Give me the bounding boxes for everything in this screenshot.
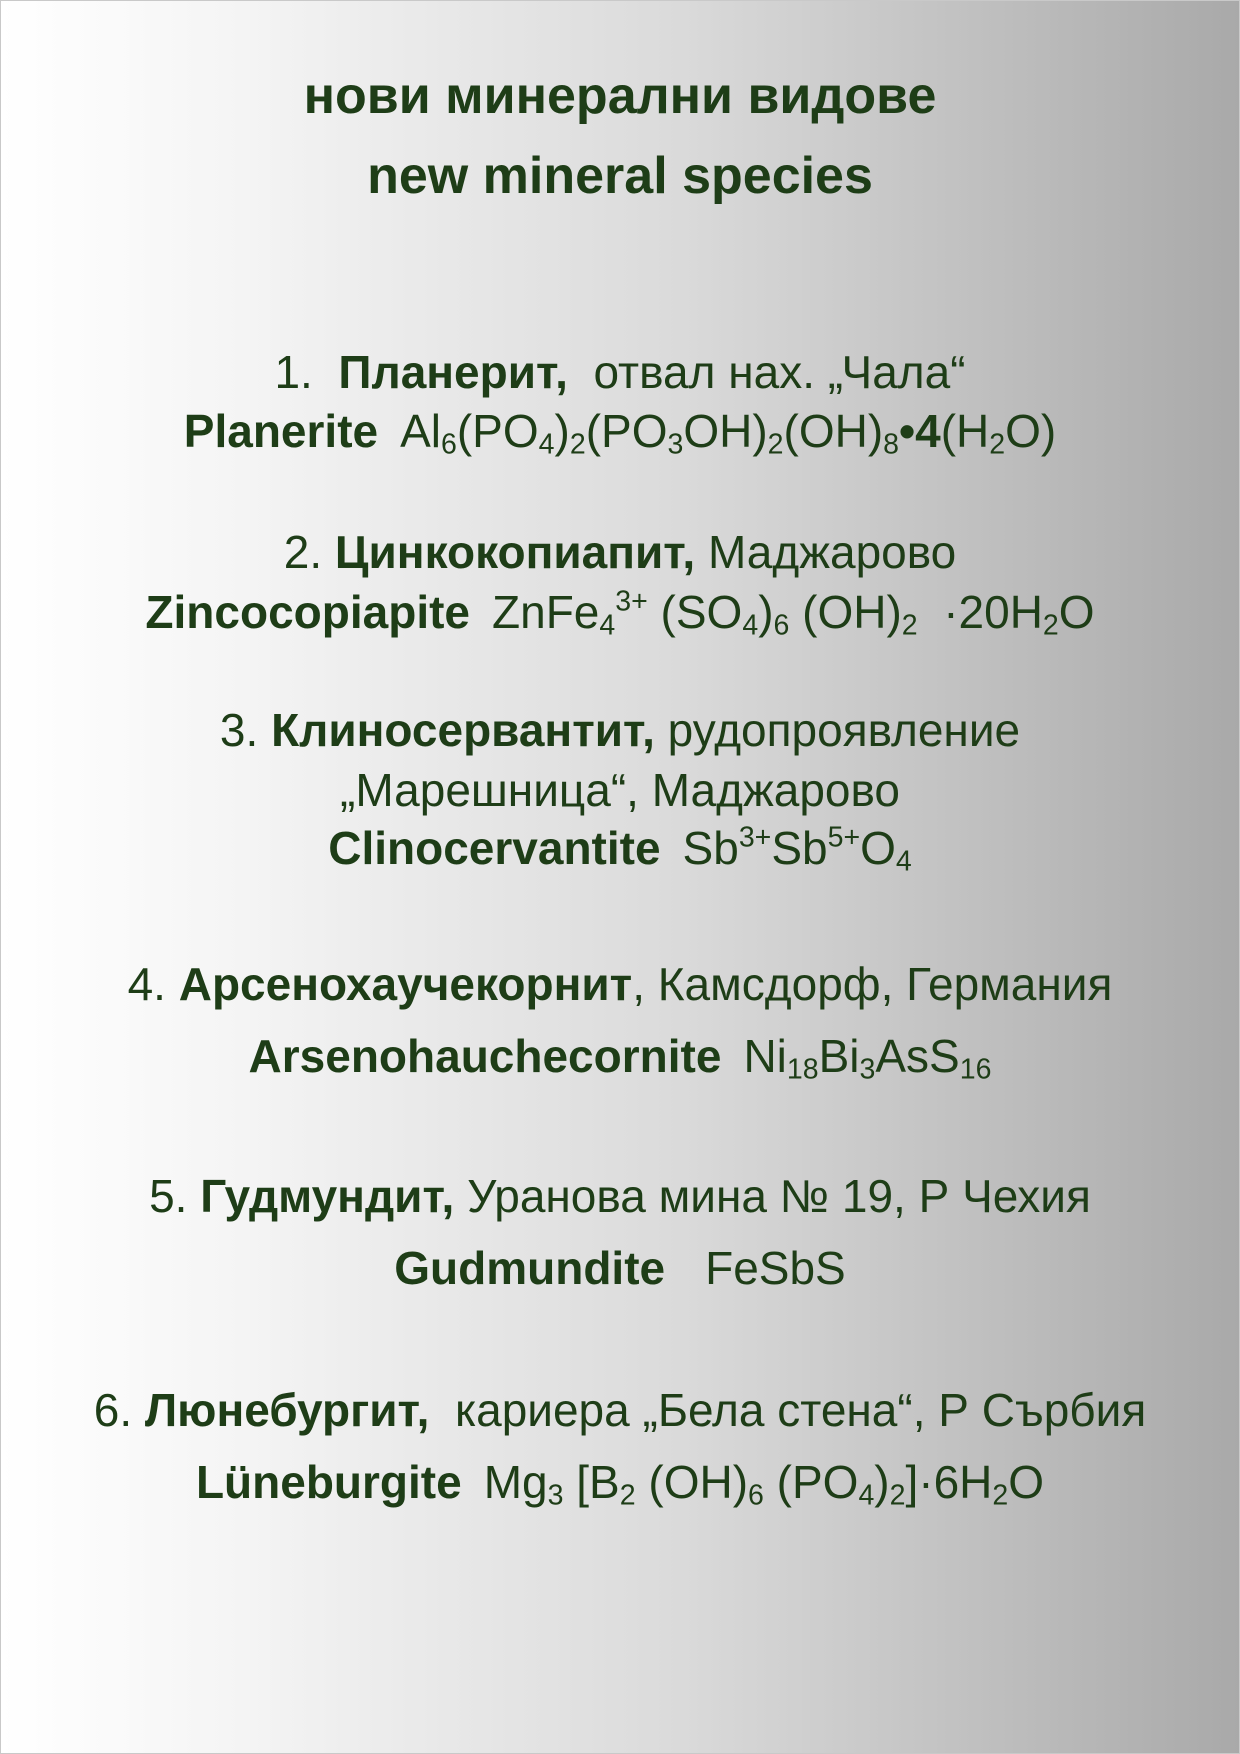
mineral-3-name-en: Clinocervantite: [328, 822, 661, 874]
mineral-4-heading: [0, 956, 1240, 1012]
mineral-1-species: [0, 403, 1240, 459]
mineral-4-species: [0, 1028, 1240, 1084]
title-bulgarian: нови минерални видове: [303, 67, 937, 125]
mineral-3-locality: рудопроявление: [667, 704, 1021, 756]
mineral-6-name-en: Lüneburgite: [195, 1456, 462, 1508]
mineral-6-formula: $Mg_3$ [$B_2$ $(OH)_6$ $(PO_4)_2]\cdot 6H_2O$: [483, 1456, 1045, 1512]
mineral-4-number: 4.: [127, 958, 166, 1010]
mineral-5-name-en: Gudmundite: [394, 1242, 666, 1294]
mineral-2-number: 2.: [283, 526, 323, 578]
mineral-6-species: [0, 1454, 1240, 1510]
mineral-4-locality: , Камсдорф, Германия: [632, 958, 1113, 1010]
mineral-6-number: 6.: [93, 1384, 133, 1436]
mineral-4-name-en: Arsenohauchecornite: [248, 1030, 722, 1082]
mineral-1-locality: отвал нах. „Чала“: [593, 346, 966, 398]
mineral-5-species: [0, 1240, 1240, 1296]
mineral-2-species: [0, 584, 1240, 640]
mineral-6-heading: [0, 1382, 1240, 1438]
mineral-2-name-bg: Цинкокопиапит,: [334, 526, 696, 578]
mineral-5-locality: Уранова мина № 19, Р Чехия: [467, 1170, 1091, 1222]
mineral-1-number: 1.: [274, 346, 313, 398]
mineral-6-locality: кариера „Бела стена“, Р Сърбия: [454, 1384, 1147, 1436]
mineral-2-heading: [0, 524, 1240, 580]
mineral-1-heading: [0, 344, 1240, 400]
mineral-2-name-en: Zincocopiapite: [145, 586, 471, 638]
title-english: new mineral species: [367, 147, 873, 205]
mineral-3-species: [0, 820, 1240, 876]
mineral-4-formula: $Ni_{18}Bi_3AsS_{16}$: [743, 1030, 992, 1086]
mineral-2-formula: ZnFe$_4^{3+}$ $(SO_4)_6$ $(OH)_2 \cdot 20H_2O$: [492, 585, 1095, 642]
mineral-1-formula: $Al_6(PO_4)_2(PO_3OH)_2(OH)_8•4(H_2O)$: [400, 405, 1057, 461]
mineral-5-name-bg: Гудмундит,: [200, 1170, 455, 1222]
mineral-3-heading: [0, 702, 1240, 758]
mineral-3-locality-line-2: „Марешница“, Маджарово: [340, 764, 900, 816]
mineral-1-name-en: Planerite: [183, 405, 379, 457]
mineral-3-formula: $Sb^{3+}Sb^{5+}O_4$: [682, 821, 912, 878]
mineral-1-name-bg: Планерит,: [338, 346, 568, 398]
mineral-2-locality: Маджарово: [707, 526, 957, 578]
mineral-4-name-bg: Арсенохаучекорнит: [178, 958, 633, 1010]
mineral-5-heading: [0, 1168, 1240, 1224]
mineral-3-name-bg: Клиносервантит,: [271, 704, 655, 756]
mineral-5-number: 5.: [149, 1170, 188, 1222]
mineral-3-number: 3.: [219, 704, 259, 756]
mineral-6-name-bg: Люнебургит,: [144, 1384, 430, 1436]
mineral-5-formula: FeSbS: [705, 1242, 846, 1294]
